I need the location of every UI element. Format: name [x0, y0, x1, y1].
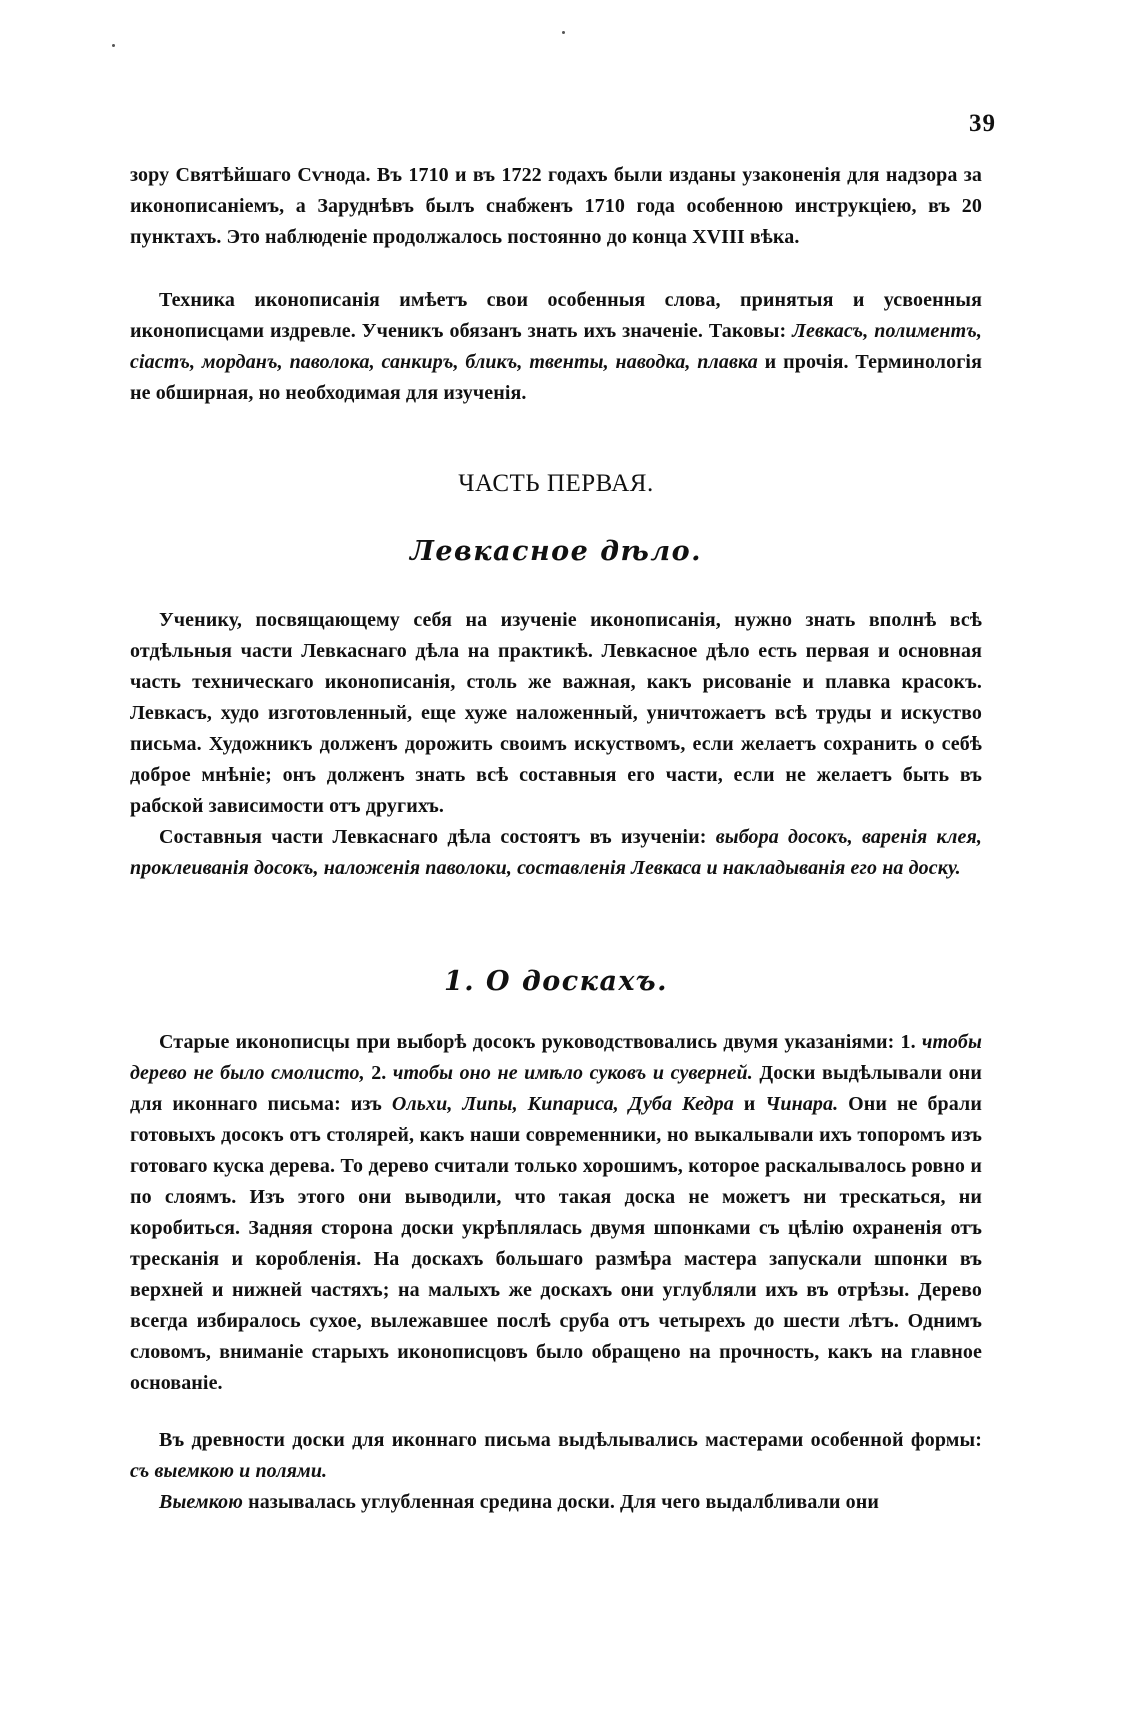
- old-masters-rest: Они не брали готовыхъ досокъ отъ столярей, какъ наши современники, но выкалывали ихъ топоромъ изъ готоваго куска дерева. То дерево считали только хорошимъ, которое раскалывалось ровно и по слоямъ. Изъ этого они выводили, что такая доска не можетъ ни трескаться, ни коробиться. Задняя сторона доски укрѣплялась двумя шпонками съ цѣлію охраненія отъ тресканія и коробленія. На доскахъ большаго размѣра мастера запускали шпонки въ верхней и нижней частяхъ; на малыхъ же доскахъ они углубляли ихъ въ отрѣзы. Дерево всегда избиралось сухое, вылежавшее послѣ сруба отъ четырехъ до шести лѣтъ. Однимъ словомъ, вниманіе старыхъ иконописцовъ было обращено на прочность, какъ на главное основаніе.: [130, 1093, 982, 1394]
- pupil-paragraph: Ученику, посвящающему себя на изученіе иконописанія, нужно знать вполнѣ всѣ отдѣльныя части Левкаснаго дѣла на практикѣ. Левкасное дѣло есть первая и основная часть техническаго иконописанія, столь же важная, какъ рисованіе и плавка красокъ. Левкасъ, худо изготовленный, еще хуже наложенный, уничтожаетъ всѣ труды и искуство письма. Художникъ долженъ дорожить своимъ искуствомъ, если желаетъ сохранить о себѣ доброе мнѣніе; онъ долженъ знать всѣ составныя его части, если не желаетъ быть въ рабской зависимости отъ другихъ.: [130, 609, 982, 817]
- pupil-paragraph-block: [130, 605, 982, 822]
- wood-types: Ольхи, Липы, Кипариса, Дуба Кедра: [391, 1093, 734, 1115]
- old-masters-lead: Старые иконописцы при выборѣ досокъ руководствовались двумя указаніями:: [159, 1031, 901, 1053]
- scan-speck: [562, 31, 565, 34]
- components-list: выбора досокъ, варенія клея, проклеиванія досокъ, наложенія паволоки, составленія Левкаса и накладыванія его на доску.: [130, 826, 982, 879]
- terminology-lead: Техника иконописанія имѣетъ свои особенныя слова, принятыя и усвоенныя иконописцами издревле. Ученикъ обязанъ знать ихъ значеніе. Таковы:: [130, 289, 982, 342]
- vyemka-paragraph: [130, 1487, 982, 1518]
- terminology-tail: и прочія. Терминологія не обширная, но необходимая для изученія.: [130, 351, 982, 404]
- vyemka-paragraph-block: [130, 1487, 982, 1518]
- intro-paragraph-block: [130, 160, 982, 253]
- components-lead: Составныя части Левкаснаго дѣла состоятъ въ изученіи:: [159, 826, 716, 848]
- woods-lead: Доски выдѣлывали они для иконнаго письма: изъ: [130, 1062, 982, 1115]
- wood-chinar: Чинара.: [765, 1093, 839, 1115]
- point-one: чтобы дерево не было смолисто,: [130, 1031, 982, 1084]
- point-number: 1.: [900, 1031, 916, 1053]
- ancient-forms-lead: Въ древности доски для иконнаго письма выдѣлывались мастерами особенной формы:: [159, 1429, 982, 1451]
- old-masters-paragraph-block: [130, 1027, 982, 1399]
- components-paragraph-block: [130, 822, 982, 884]
- terminology-paragraph: [130, 285, 982, 409]
- vyemka-text: называлась углубленная средина доски. Для чего выдалбливали они: [242, 1491, 880, 1513]
- ancient-forms-paragraph-block: [130, 1425, 982, 1487]
- part-heading: ЧАСТЬ ПЕРВАЯ.: [458, 470, 654, 497]
- section-heading-levkas: Левкасное дѣло.: [409, 536, 703, 567]
- ancient-forms-terms: съ выемкою и полями.: [130, 1460, 328, 1482]
- point-two: чтобы оно не имѣло суковъ и суверней.: [386, 1062, 753, 1084]
- section-heading-boards: 1. О доскахъ.: [443, 966, 669, 997]
- ancient-forms-paragraph: [130, 1425, 982, 1487]
- scan-speck: [112, 44, 115, 47]
- terminology-paragraph-block: [130, 285, 982, 409]
- components-paragraph: [130, 822, 982, 884]
- vyemka-term: Выемкою: [159, 1491, 243, 1513]
- intro-paragraph: зору Святѣйшаго Сѵнода. Въ 1710 и въ 1722 годахъ были изданы узаконенія для надзора за иконописаніемъ, а Заруднѣвъ былъ снабженъ 1710 года особенною инструкціею, въ 20 пунктахъ. Это наблюденіе продолжалось постоянно до конца XVIII вѣка.: [130, 164, 982, 248]
- old-masters-paragraph: [130, 1027, 982, 1399]
- page-number: 39: [969, 110, 996, 137]
- point-number: 2.: [364, 1062, 387, 1084]
- conjunction: и: [733, 1093, 766, 1115]
- terminology-list: Левкасъ, полиментъ, сіастъ, морданъ, паволока, санкиръ, бликъ, твенты, наводка, плавка: [130, 320, 983, 373]
